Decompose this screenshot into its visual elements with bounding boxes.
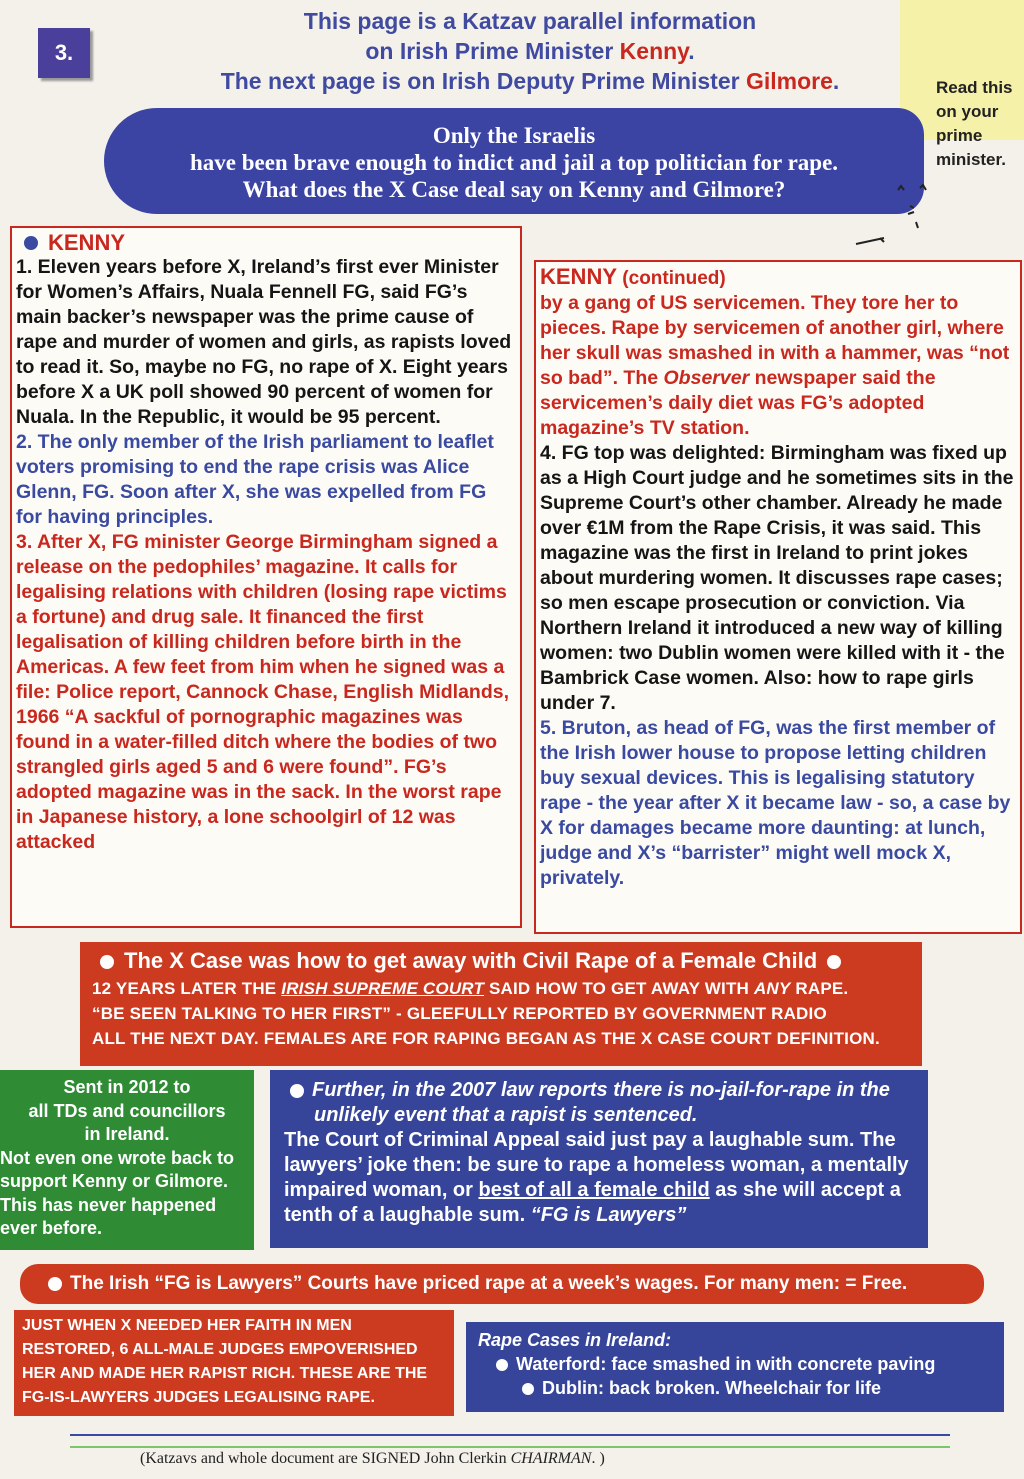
page-number-badge: 3. — [38, 28, 90, 78]
kenny-continued-text: by a gang of US servicemen. They tore her to pieces. Rape by servicemen of another girl, where her skull was smashed in with a hammer, was “not so bad”. The Observer newspaper said the servicemen’s daily diet was FG’s adopted magazine’s TV station. — [540, 292, 1010, 439]
x-case-box — [80, 942, 922, 1066]
scribble-mark — [850, 184, 940, 254]
header-line-1: This page is a Katzav parallel information — [303, 8, 757, 34]
kenny-point-3: 3. After X, FG minister George Birmingham signed a release on the pedophiles’ magazine. It calls for legalising relations with children (losing rape victims a fortune) and drug sale. It financed the first legalisation of killing children before birth in the Americas. A few feet from him when he signed was a file: Police report, Cannock Chase, English Midlands, 1966 “A sackful of pornographic magazines was found in a water-filled ditch where the bodies of two strangled girls aged 5 and 6 were found”. FG’s adopted magazine was in the sack. In the worst rape in Japanese history, a lone schoolgirl of 12 was attacked — [16, 531, 510, 853]
rape-case-item: Dublin: back broken. Wheelchair for life — [478, 1376, 992, 1400]
israelis-banner: Only the Israelis have been brave enough to indict and jail a top politician for rape. What does the X Case deal say on Kenny and Gilmore? — [104, 108, 924, 214]
x-case-title: The X Case was how to get away with Civil Rape of a Female Child — [90, 946, 912, 976]
kenny-point-1: 1. Eleven years before X, Ireland’s first ever Minister for Women’s Affairs, Nuala Fennell FG, said FG’s main backer’s newspaper was the prime cause of rape and murder of women and girls, as rapists loved to read it. So, maybe no FG, no rape of X. Eight years before X a UK poll showed 90 percent of women for Nuala. In the Republic, it would be 95 percent. — [16, 256, 512, 428]
side-note: Read this on your prime minister. — [936, 78, 1013, 169]
kenny-continued-heading: KENNY (continued) — [540, 264, 726, 289]
kenny-point-2: 2. The only member of the Irish parliament to leaflet voters promising to end the rape crisis was Alice Glenn, FG. Soon after X, she was expelled from FG for having principles. — [16, 431, 494, 528]
header-line-3: The next page is on Irish Deputy Prime Minister Gilmore. — [220, 68, 840, 94]
rape-case-item: Waterford: face smashed in with concrete paving — [478, 1352, 992, 1376]
header-line-2: on Irish Prime Minister Kenny. — [365, 38, 695, 64]
further-body: The Court of Criminal Appeal said just pay a laughable sum. The lawyers’ joke then: be sure to rape a homeless woman, a mentally impaired woman, or best of all a female child as she will accept a tenth of a laughable sum. “FG is Lawyers” — [284, 1129, 909, 1226]
kenny-heading: KENNY — [16, 230, 516, 255]
divider-line — [70, 1434, 950, 1436]
further-title: Further, in the 2007 law reports there is no-jail-for-rape in the unlikely event that a rapist is sentenced. — [284, 1078, 914, 1128]
page-header — [150, 6, 910, 96]
divider-line — [70, 1446, 950, 1448]
bullet-dot-icon — [522, 1383, 534, 1395]
rape-cases-title: Rape Cases in Ireland: — [478, 1330, 672, 1350]
kenny-point-5: 5. Bruton, as head of FG, was the first member of the Irish lower house to propose letting children buy sexual devices. This is legalising statutory rape - the year after X it became law - so, a case by X for damages became more daunting: at lunch, judge and X’s “barrister” might well mock X, privately. — [540, 717, 1011, 889]
kenny-column — [10, 226, 522, 928]
bullet-dot-icon — [827, 955, 841, 969]
further-box — [270, 1070, 928, 1248]
bullet-dot-icon — [100, 955, 114, 969]
bullet-dot-icon — [48, 1277, 62, 1291]
bullet-dot-icon — [290, 1084, 304, 1098]
kenny-point-4: 4. FG top was delighted: Birmingham was fixed up as a High Court judge and he sometimes sits in the Supreme Court’s other chamber. Already he made over €1M from the Rape Crisis, it was said. This magazine was the first in Ireland to print jokes about murdering women. It discusses rape cases; so men escape prosecution or conviction. Via Northern Ireland it introduced a new way of killing women: two Dublin women were killed with it - the Bambrick Case women. Also: how to rape girls under 7. — [540, 442, 1014, 714]
bullet-dot-icon — [24, 236, 38, 250]
x-case-line-3: ALL THE NEXT DAY. FEMALES ARE FOR RAPING BEGAN AS THE X CASE COURT DEFINITION. — [92, 1029, 880, 1048]
sent-no-reply-text: Not even one wrote back to support Kenny or Gilmore. This has never happened ever before. — [0, 1147, 235, 1238]
rape-cases-box — [466, 1322, 1004, 1412]
signature-footer: (Katzavs and whole document are SIGNED John Clerkin CHAIRMAN. ) — [140, 1450, 605, 1467]
judges-box: JUST WHEN X NEEDED HER FAITH IN MEN RESTORED, 6 ALL-MALE JUDGES EMPOVERISHED HER AND MADE HER RAPIST RICH. THESE ARE THE FG-IS-LAWYERS JUDGES LEGALISING RAPE. — [14, 1310, 454, 1416]
priced-banner: The Irish “FG is Lawyers” Courts have priced rape at a week’s wages. For many men: = Free. — [20, 1264, 984, 1304]
sent-box: Sent in 2012 to all TDs and councillors in Ireland. Not even one wrote back to support Kenny or Gilmore. This has never happened ever before. — [0, 1070, 254, 1250]
kenny-continued-column — [534, 260, 1022, 934]
x-case-line-1: 12 YEARS LATER THE IRISH SUPREME COURT SAID HOW TO GET AWAY WITH ANY RAPE. — [92, 979, 849, 998]
bullet-dot-icon — [496, 1359, 508, 1371]
x-case-line-2: “BE SEEN TALKING TO HER FIRST” - GLEEFULLY REPORTED BY GOVERNMENT RADIO — [92, 1004, 827, 1023]
